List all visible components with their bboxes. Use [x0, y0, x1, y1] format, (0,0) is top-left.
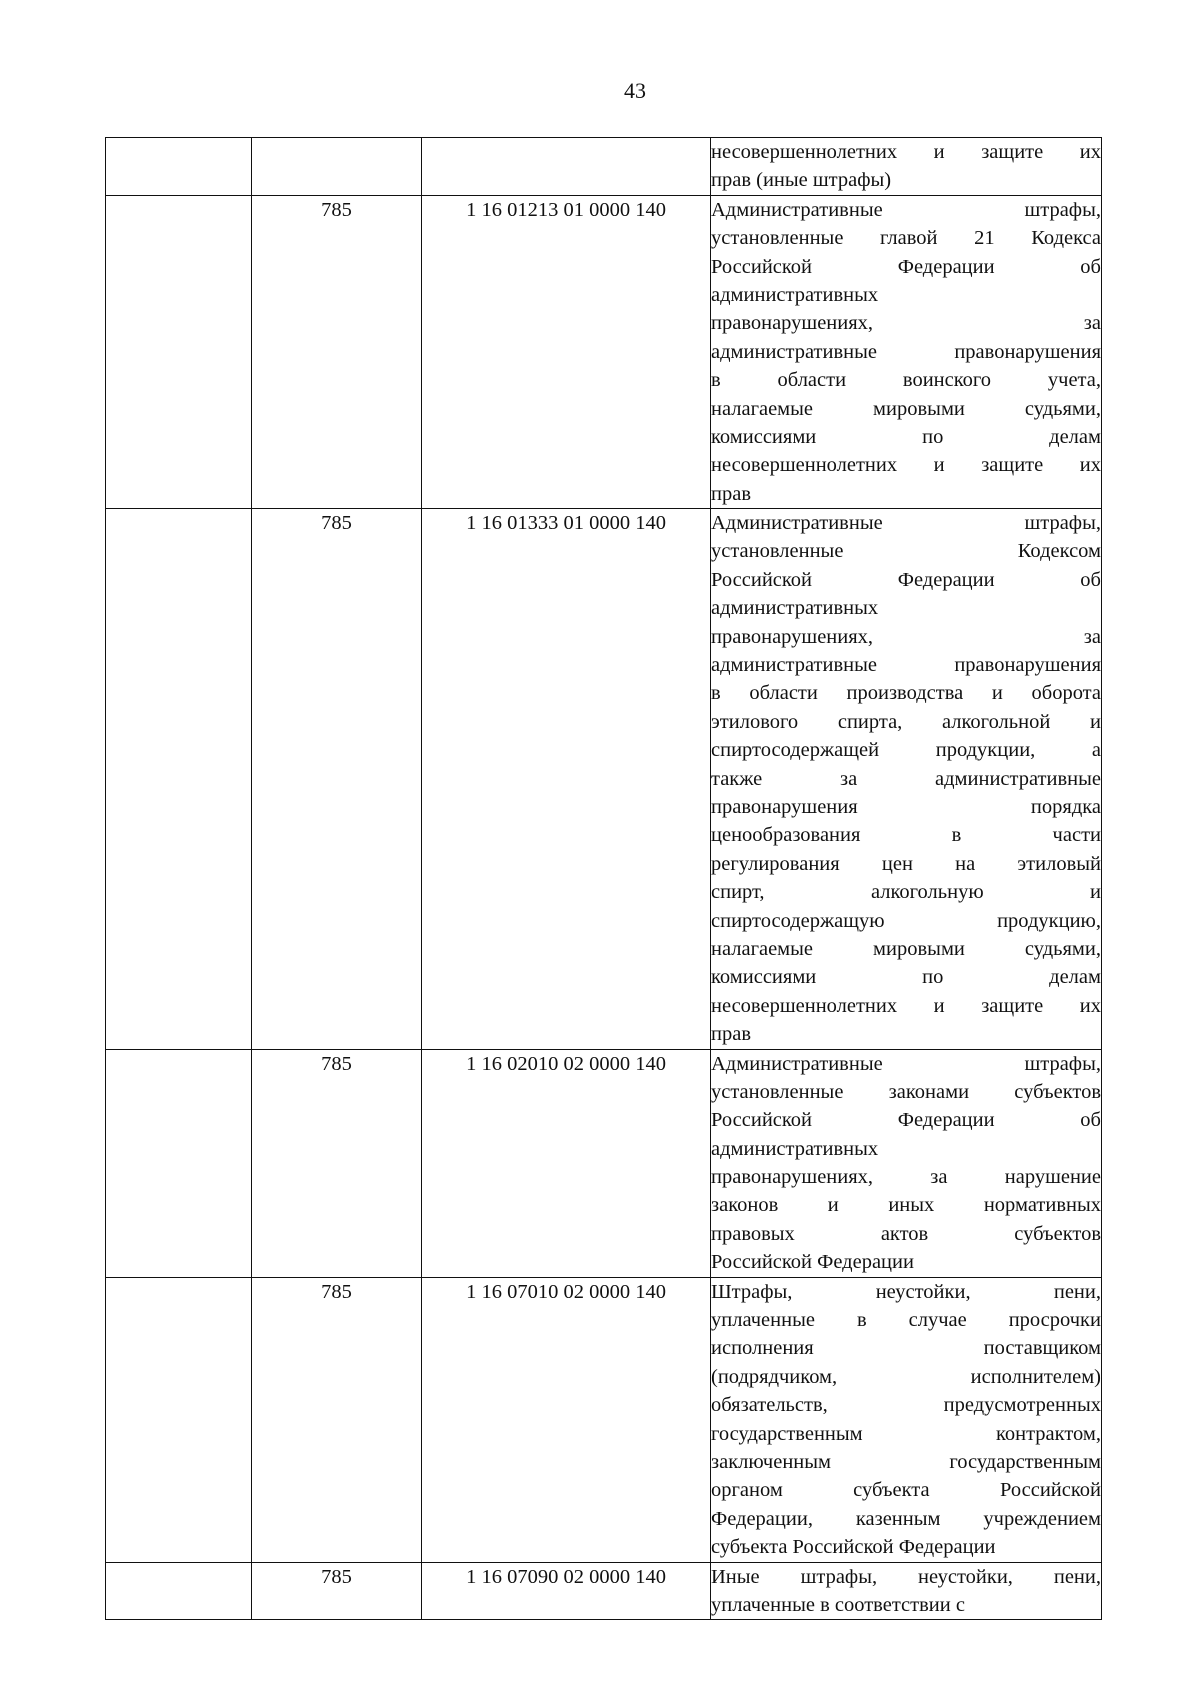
description-line: регулирования цен на этиловый [711, 852, 1101, 875]
description-line: правовых актов субъектов [711, 1222, 1101, 1245]
description-line: Российской Федерации об [711, 1109, 1101, 1132]
description-line: прав (иные штрафы) [711, 169, 892, 192]
empty-cell [106, 1562, 252, 1620]
description-line: административных [711, 1137, 879, 1160]
empty-cell [106, 1049, 252, 1277]
description-line: законов и иных нормативных [711, 1194, 1101, 1217]
description-line: правонарушения порядка [711, 795, 1101, 818]
description-line: установленные Кодексом [711, 540, 1101, 563]
description-line: установленные главой 21 Кодекса [711, 227, 1101, 250]
description-cell [711, 509, 1102, 1049]
description-line: налагаемые мировыми судьями, [711, 937, 1101, 960]
description-line: Иные штрафы, неустойки, пени, [711, 1565, 1101, 1588]
description-line: несовершеннолетних и защите их [711, 994, 1101, 1017]
description-line: правонарушениях, за [711, 625, 1101, 648]
table-row [106, 195, 1102, 508]
administrator-code-cell: 785 [252, 195, 422, 508]
description-line: спирт, алкогольную и [711, 881, 1101, 904]
description-line: Административные штрафы, [711, 198, 1101, 221]
description-line: Российской Федерации об [711, 568, 1101, 591]
empty-cell [106, 1277, 252, 1562]
description-cell [711, 138, 1102, 196]
administrator-code-cell: 785 [252, 509, 422, 1049]
description-cell [711, 1277, 1102, 1562]
description-line: правонарушениях, за [711, 312, 1101, 335]
description-line: административные правонарушения [711, 654, 1101, 677]
page-number: 43 [624, 78, 646, 103]
administrator-code-cell [252, 138, 422, 196]
empty-cell [106, 509, 252, 1049]
description-line: в области воинского учета, [711, 369, 1101, 392]
administrator-code-cell: 785 [252, 1562, 422, 1620]
description-line: Российской Федерации [711, 1251, 914, 1274]
table-row [106, 1277, 1102, 1562]
description-line: органом субъекта Российской [711, 1479, 1101, 1502]
description-line: уплаченные в соответствии с [711, 1593, 965, 1616]
description-line: Российской Федерации об [711, 255, 1101, 278]
description-line: Административные штрафы, [711, 1052, 1101, 1075]
description-line: этилового спирта, алкогольной и [711, 710, 1101, 733]
description-cell [711, 1049, 1102, 1277]
description-line: также за административные [711, 767, 1101, 790]
description-line: прав [711, 482, 751, 505]
description-line: правонарушениях, за нарушение [711, 1166, 1101, 1189]
description-line: налагаемые мировыми судьями, [711, 397, 1101, 420]
description-line: Штрафы, неустойки, пени, [711, 1280, 1101, 1303]
budget-code-cell: 1 16 01333 01 0000 140 [422, 509, 711, 1049]
empty-cell [106, 138, 252, 196]
description-line: установленные законами субъектов [711, 1080, 1101, 1103]
description-line: административных [711, 597, 879, 620]
empty-cell [106, 195, 252, 508]
description-line: спиртосодержащей продукции, а [711, 739, 1101, 762]
description-line: обязательств, предусмотренных [711, 1394, 1101, 1417]
description-line: административных [711, 283, 879, 306]
description-line: Административные штрафы, [711, 512, 1101, 535]
description-line: несовершеннолетних и защите их [711, 141, 1101, 163]
description-line: Федерации, казенным учреждением [711, 1507, 1101, 1530]
description-line: комиссиями по делам [711, 425, 1101, 448]
description-line: комиссиями по делам [711, 966, 1101, 989]
description-cell [711, 1562, 1102, 1620]
table-row [106, 1049, 1102, 1277]
description-line: спиртосодержащую продукцию, [711, 909, 1101, 932]
administrator-code-cell: 785 [252, 1049, 422, 1277]
description-line: заключенным государственным [711, 1450, 1101, 1473]
budget-code-cell: 1 16 02010 02 0000 140 [422, 1049, 711, 1277]
description-line: государственным контрактом, [711, 1422, 1101, 1445]
description-line: в области производства и оборота [711, 682, 1101, 705]
budget-code-cell: 1 16 07010 02 0000 140 [422, 1277, 711, 1562]
budget-code-cell: 1 16 07090 02 0000 140 [422, 1562, 711, 1620]
budget-code-cell [422, 138, 711, 196]
table-row [106, 509, 1102, 1049]
table-body [106, 138, 1102, 1620]
budget-classification-table [105, 137, 1102, 1620]
description-line: ценообразования в части [711, 824, 1101, 847]
description-line: несовершеннолетних и защите их [711, 454, 1101, 477]
description-line: административные правонарушения [711, 340, 1101, 363]
description-line: субъекта Российской Федерации [711, 1536, 996, 1559]
description-line: уплаченные в случае просрочки [711, 1309, 1101, 1332]
administrator-code-cell: 785 [252, 1277, 422, 1562]
description-line: (подрядчиком, исполнителем) [711, 1365, 1101, 1388]
budget-code-cell: 1 16 01213 01 0000 140 [422, 195, 711, 508]
description-line: исполнения поставщиком [711, 1337, 1101, 1360]
table-row [106, 138, 1102, 196]
description-cell [711, 195, 1102, 508]
description-line: прав [711, 1023, 751, 1046]
table-row [106, 1562, 1102, 1620]
